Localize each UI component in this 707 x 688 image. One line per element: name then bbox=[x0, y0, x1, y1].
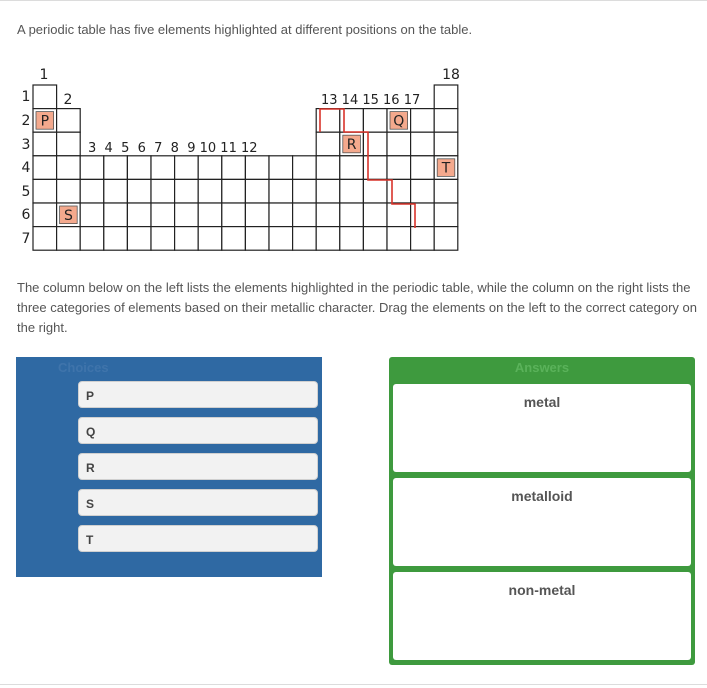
element-cell bbox=[57, 227, 81, 251]
instructions-text: The column below on the left lists the elements highlighted in the periodic table, while the column on the right lists the three categories of elements based on their metallic character. Drag the elements on the left to the correct category on the right. bbox=[17, 280, 697, 335]
element-cell bbox=[151, 179, 175, 203]
element-cell bbox=[175, 156, 199, 180]
element-cell bbox=[245, 227, 269, 251]
element-cell bbox=[363, 156, 387, 180]
answers-title: Answers bbox=[514, 360, 570, 375]
element-cell bbox=[434, 179, 458, 203]
element-cell bbox=[387, 179, 411, 203]
highlighted-symbol-q: Q bbox=[393, 113, 405, 130]
group-label-1: 1 bbox=[39, 67, 49, 83]
element-cell bbox=[222, 203, 246, 227]
element-cell bbox=[363, 132, 387, 156]
highlighted-symbol-t: T bbox=[441, 160, 451, 177]
group-labels-transition: 3 4 5 6 7 8 9 10 11 12 bbox=[88, 141, 258, 156]
element-cell bbox=[434, 203, 458, 227]
choice-s[interactable] bbox=[78, 489, 318, 516]
element-cell bbox=[316, 203, 340, 227]
drop-zone-non-metal[interactable] bbox=[393, 572, 691, 660]
element-cell bbox=[57, 156, 81, 180]
choice-t[interactable] bbox=[78, 525, 318, 552]
element-cell bbox=[175, 203, 199, 227]
highlighted-symbol-r: R bbox=[346, 137, 357, 153]
element-cell bbox=[104, 156, 128, 180]
element-cell bbox=[245, 156, 269, 180]
highlighted-symbol-p: P bbox=[40, 113, 50, 130]
drop-zone-metal[interactable] bbox=[393, 384, 691, 472]
element-cell bbox=[340, 156, 364, 180]
element-cell bbox=[104, 227, 128, 251]
element-cell bbox=[245, 179, 269, 203]
period-label-6: 6 bbox=[21, 207, 31, 223]
group-label-2: 2 bbox=[63, 92, 73, 108]
element-cell bbox=[33, 227, 57, 251]
choice-p[interactable] bbox=[78, 381, 318, 408]
element-cell bbox=[387, 203, 411, 227]
element-cell bbox=[80, 227, 104, 251]
element-cell bbox=[222, 179, 246, 203]
bottom-divider bbox=[0, 684, 707, 685]
period-label-5: 5 bbox=[21, 184, 31, 200]
element-cell bbox=[269, 179, 293, 203]
element-cell bbox=[127, 156, 151, 180]
group-label-18: 18 bbox=[442, 67, 460, 83]
element-cell bbox=[434, 227, 458, 251]
element-cell bbox=[434, 109, 458, 133]
element-cell bbox=[104, 179, 128, 203]
element-cell bbox=[411, 109, 435, 133]
period-label-7: 7 bbox=[21, 231, 31, 247]
periodic-table bbox=[0, 0, 707, 260]
element-cell bbox=[151, 203, 175, 227]
table-cells bbox=[33, 85, 458, 250]
element-cell bbox=[198, 179, 222, 203]
element-cell bbox=[293, 227, 317, 251]
element-cell bbox=[434, 85, 458, 109]
element-cell bbox=[151, 156, 175, 180]
choice-label: R bbox=[86, 461, 95, 475]
element-cell bbox=[387, 132, 411, 156]
element-cell bbox=[363, 227, 387, 251]
element-cell bbox=[104, 203, 128, 227]
element-cell bbox=[411, 132, 435, 156]
element-cell bbox=[245, 203, 269, 227]
element-cell bbox=[363, 109, 387, 133]
category-label: metalloid bbox=[511, 488, 573, 504]
element-cell bbox=[316, 132, 340, 156]
period-label-1: 1 bbox=[21, 89, 31, 105]
element-cell bbox=[411, 227, 435, 251]
period-label-3: 3 bbox=[21, 137, 31, 153]
choice-q[interactable] bbox=[78, 417, 318, 444]
element-cell bbox=[387, 227, 411, 251]
element-cell bbox=[151, 227, 175, 251]
element-cell bbox=[363, 203, 387, 227]
element-cell bbox=[222, 227, 246, 251]
element-cell bbox=[269, 227, 293, 251]
element-cell bbox=[198, 203, 222, 227]
group-labels-p-block: 13 14 15 16 17 bbox=[321, 93, 421, 108]
choice-label: Q bbox=[86, 425, 96, 439]
element-cell bbox=[222, 156, 246, 180]
drop-zone-metalloid[interactable] bbox=[393, 478, 691, 566]
element-cell bbox=[434, 132, 458, 156]
element-cell bbox=[80, 156, 104, 180]
choice-label: T bbox=[86, 533, 94, 547]
category-label: metal bbox=[523, 394, 561, 410]
element-cell bbox=[411, 179, 435, 203]
element-cell bbox=[363, 179, 387, 203]
element-cell bbox=[33, 132, 57, 156]
element-cell bbox=[57, 179, 81, 203]
element-cell bbox=[340, 203, 364, 227]
choice-label: S bbox=[86, 497, 95, 511]
element-cell bbox=[33, 85, 57, 109]
element-cell bbox=[198, 227, 222, 251]
element-cell bbox=[198, 156, 222, 180]
element-cell bbox=[33, 156, 57, 180]
element-cell bbox=[269, 203, 293, 227]
element-cell bbox=[340, 179, 364, 203]
element-cell bbox=[340, 227, 364, 251]
choices-panel bbox=[16, 357, 322, 577]
element-cell bbox=[411, 203, 435, 227]
element-cell bbox=[293, 203, 317, 227]
element-cell bbox=[293, 179, 317, 203]
element-cell bbox=[316, 179, 340, 203]
element-cell bbox=[127, 203, 151, 227]
element-cell bbox=[57, 109, 81, 133]
period-label-2: 2 bbox=[21, 113, 31, 129]
element-cell bbox=[127, 227, 151, 251]
element-cell bbox=[387, 156, 411, 180]
element-cell bbox=[80, 179, 104, 203]
element-cell bbox=[127, 179, 151, 203]
intro-text: A periodic table has five elements highlighted at different positions on the table. bbox=[17, 22, 473, 37]
element-cell bbox=[175, 179, 199, 203]
element-cell bbox=[316, 156, 340, 180]
highlighted-symbol-s: S bbox=[63, 207, 73, 224]
choice-r[interactable] bbox=[78, 453, 318, 480]
element-cell bbox=[80, 203, 104, 227]
category-label: non-metal bbox=[508, 582, 576, 598]
element-cell bbox=[293, 156, 317, 180]
element-cell bbox=[33, 179, 57, 203]
element-cell bbox=[269, 156, 293, 180]
element-cell bbox=[316, 227, 340, 251]
element-cell bbox=[57, 132, 81, 156]
element-cell bbox=[175, 227, 199, 251]
choices-title: Choices bbox=[58, 360, 109, 375]
element-cell bbox=[411, 156, 435, 180]
element-cell bbox=[33, 203, 57, 227]
choice-label: P bbox=[86, 389, 95, 403]
answers-panel bbox=[389, 357, 695, 665]
period-label-4: 4 bbox=[21, 160, 31, 176]
